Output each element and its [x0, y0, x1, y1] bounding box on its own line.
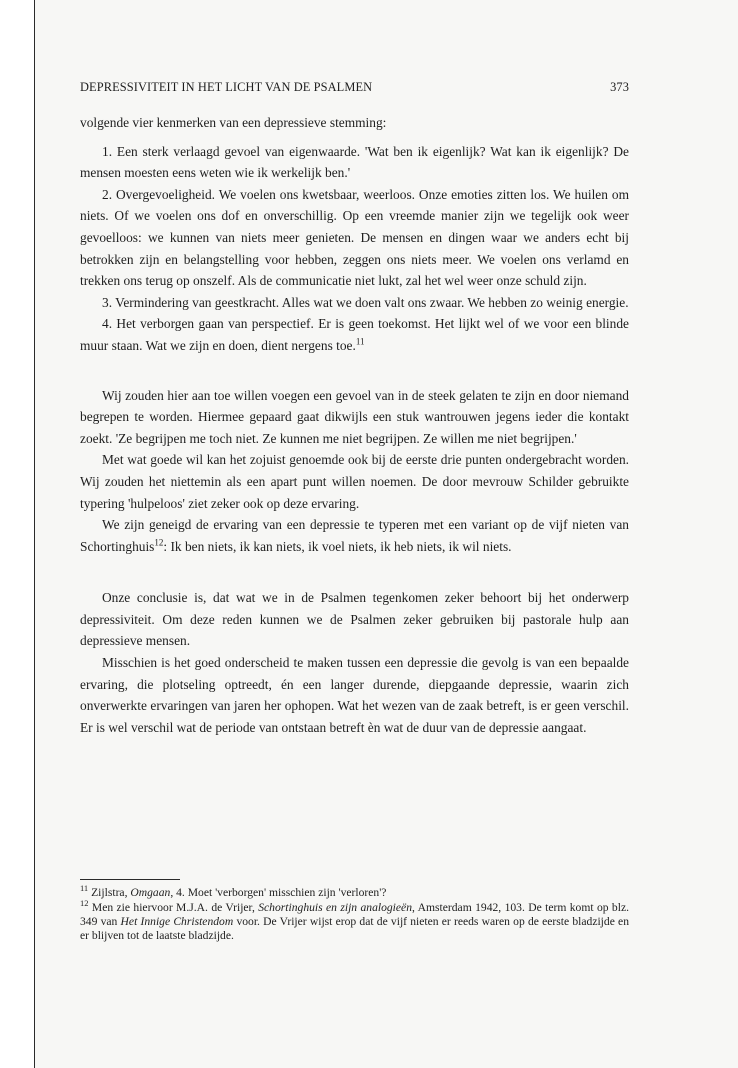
- book-page: [34, 0, 738, 1068]
- list-item-3: 3. Vermindering van geestkracht. Alles wat we doen valt ons zwaar. We hebben zo weinig energie.: [102, 294, 629, 310]
- footnote-ref-12: 12: [154, 537, 164, 548]
- running-header: [80, 80, 629, 100]
- footnote-11: $^{11}$ Zijlstra, Omgaan, 4. Moet 'verborgen' misschien zijn 'verloren'?: [80, 883, 387, 899]
- paragraph-1: Wij zouden hier aan toe willen voegen een gevoel van in de steek gelaten te zijn en door niemand begrepen te worden. Hiermee gepaard gaat dikwijls een stuk wantrouwen jegens ieder die kontakt zoekt. 'Ze begrijpen me toch niet. Ze kunnen me niet begrijpen. Ze willen me niet begrijpen.': [80, 387, 629, 446]
- paragraph-4: Onze conclusie is, dat wat we in de Psalmen tegenkomen zeker behoort bij het onderwerp depressiviteit. Om deze reden kunnen we de Psalmen zeker gebruiken bij pastorale hulp aan depressieve mensen.: [80, 590, 629, 649]
- footnote-rule: [80, 879, 180, 880]
- paragraph-5: Misschien is het goed onderscheid te maken tussen een depressie die gevolg is van een bepaalde ervaring, die plotseling optreedt, én een langer durende, diepgaande depressie, waarin zich onverwerkte ervaringen van jaren her ophopen. Wat het wezen van de zaak betreft, is er geen verschil. Er is wel verschil wat de periode van ontstaan betreft èn wat de duur van de depressie aangaat.: [80, 655, 629, 735]
- footnotes: [80, 883, 629, 944]
- footnote-12: $^{12}$ Men zie hiervoor M.J.A. de Vrijer, Schortinghuis en zijn analogieën, Amsterdam 1942, 103. De term komt op blz. 349 van Het Innige Christendom voor. De Vrijer wijst erop dat de vijf nieten er reeds waren op de eerste bladzijde en er blijven tot de laatste bladzijde.: [80, 898, 629, 942]
- list-item-4: 4. Het verborgen gaan van perspectief. Er is geen toekomst. Het lijkt wel of we voor een blinde muur staan. Wat we zijn en doen, dient nergens toe.$^{11}$: [80, 316, 629, 353]
- list-item-1: 1. Een sterk verlaagd gevoel van eigenwaarde. 'Wat ben ik eigenlijk? Wat kan ik eigenlijk? De mensen moesten eens weten wie ik werkelijk ben.': [80, 143, 629, 181]
- page-number: 373: [610, 80, 629, 94]
- paragraph-2: Met wat goede wil kan het zojuist genoemde ook bij de eerste drie punten ondergebracht worden. Wij zouden het niettemin als een apart punt willen noemen. De door mevrouw Schilder gebruikte typering 'hulpeloos' ziet zeker ook op deze ervaring.: [80, 452, 629, 511]
- running-title: DEPRESSIVITEIT IN HET LICHT VAN DE PSALMEN: [80, 80, 373, 94]
- body-text: [80, 112, 629, 738]
- list-item-2: 2. Overgevoeligheid. We voelen ons kwetsbaar, weerloos. Onze emoties zitten los. We huilen om niets. Of we voelen ons dof en onverschillig. Op een vreemde manier zijn we tegelijk ook weer gevoelloos: we kunnen van niets meer genieten. De mensen en dingen waar we anders echt bij betrokken zijn en belangstelling voor hebben, zeggen ons niets meer. We voelen ons verlamd en trekken ons terug op onszelf. Als de communicatie niet lukt, zal het wel weer onze schuld zijn.: [80, 186, 629, 289]
- footnote-ref-11: 11: [355, 336, 365, 347]
- paragraph-3: We zijn geneigd de ervaring van een depressie te typeren met een variant op de vijf nieten van Schortinghuis$^{12}$: Ik ben niets, ik kan niets, ik voel niets, ik heb niets, ik wil niets.: [80, 517, 629, 554]
- intro-line: volgende vier kenmerken van een depressieve stemming:: [80, 115, 387, 130]
